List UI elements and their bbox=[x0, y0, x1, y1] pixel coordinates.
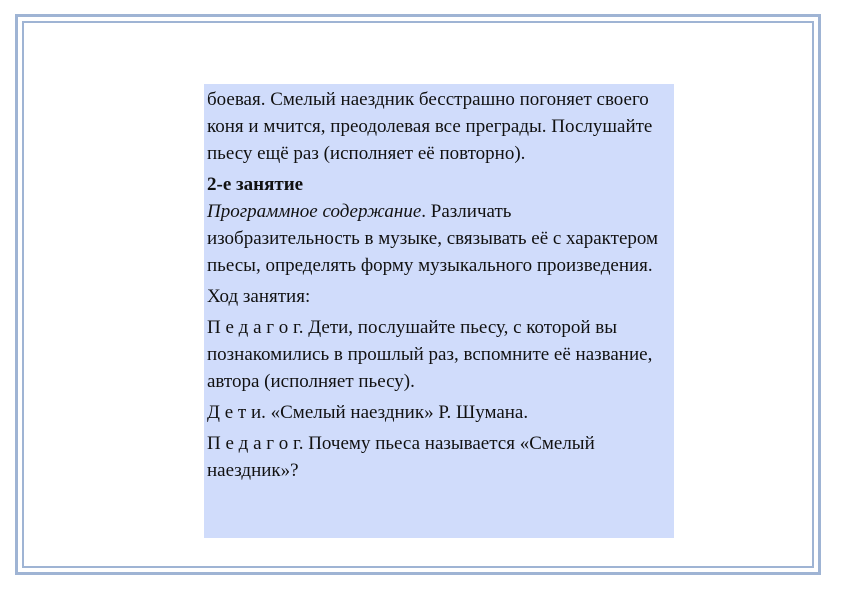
paragraph-children bbox=[207, 399, 668, 426]
paragraph-teacher-1 bbox=[207, 314, 668, 395]
speaker-teacher-2: П е д а г о г. bbox=[207, 433, 304, 454]
program-text: . Различать изобразительность в музыке, связывать её с характером пьесы, определять форму музыкального произведения. bbox=[207, 201, 659, 276]
children-text: «Смелый наездник» Р. Шумана. bbox=[265, 402, 529, 423]
text-block bbox=[204, 84, 674, 538]
paragraph-intro bbox=[207, 86, 668, 167]
teacher-1-text: Дети, послушайте пьесу, с которой вы познакомились в прошлый раз, вспомните её название, автора (исполняет пьесу). bbox=[207, 317, 653, 392]
lesson-heading: 2-е занятие bbox=[207, 174, 304, 195]
speaker-children: Д е т и. bbox=[207, 402, 266, 423]
program-label: Программное содержание bbox=[207, 201, 422, 222]
speaker-teacher-1: П е д а г о г. bbox=[207, 317, 304, 338]
paragraph-intro-text: боевая. Смелый наездник бесстрашно погоняет своего коня и мчится, преодолевая все преграды. Послушайте пьесу ещё раз (исполняет её повторно). bbox=[207, 89, 653, 164]
paragraph-lesson-course: Ход занятия: bbox=[207, 286, 311, 307]
paragraph-program bbox=[207, 198, 668, 279]
paragraph-teacher-2 bbox=[207, 430, 668, 484]
teacher-2-text: Почему пьеса называется «Смелый наездник»? bbox=[207, 433, 595, 481]
